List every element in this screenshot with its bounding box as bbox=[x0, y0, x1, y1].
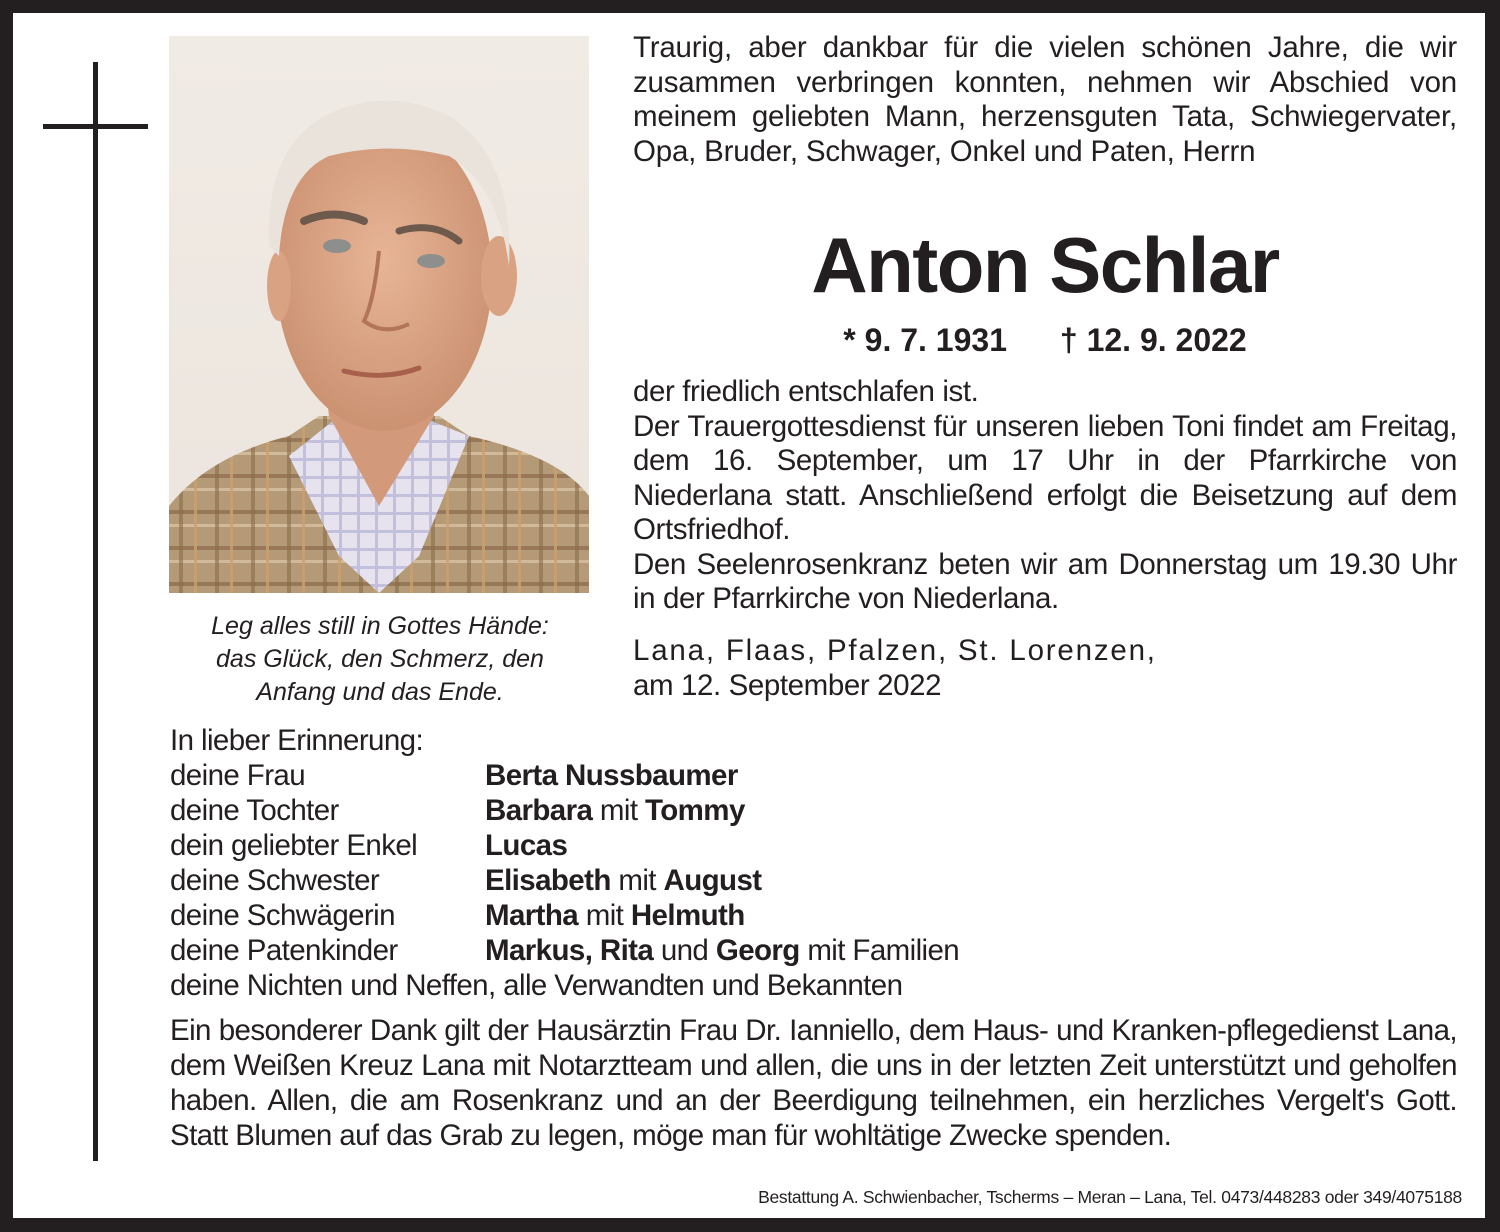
family-row bbox=[170, 863, 959, 898]
place-line: Lana, Flaas, Pfalzen, St. Lorenzen, bbox=[633, 634, 1157, 667]
family-list bbox=[170, 723, 959, 1003]
body-line: der friedlich entschlafen ist. bbox=[633, 375, 979, 408]
family-name: Tommy bbox=[645, 794, 745, 827]
notice-date: am 12. September 2022 bbox=[633, 669, 942, 702]
family-name: Helmuth bbox=[630, 899, 745, 932]
verse-line: Leg alles still in Gottes Hände: bbox=[211, 612, 549, 640]
relation-label: deine Tochter bbox=[170, 794, 339, 827]
family-name: Elisabeth bbox=[485, 864, 611, 897]
intro-paragraph: Traurig, aber dankbar für die vielen schönen Jahre, die wir zusammen verbringen konnten, nehmen wir Abschied von meinem geliebten Mann, herzensguten Tata, Schwiegervater, Opa, Bruder, Schwager, Onkel und Paten, Herrn bbox=[633, 31, 1457, 168]
portrait-photo bbox=[169, 36, 589, 593]
portrait-image bbox=[169, 36, 589, 593]
cross-icon-horizontal-bar bbox=[43, 124, 148, 129]
family-name: Markus, Rita bbox=[485, 934, 654, 967]
family-name: Berta Nussbaumer bbox=[485, 759, 738, 792]
family-row bbox=[170, 933, 959, 968]
family-row bbox=[170, 898, 959, 933]
cross-icon-vertical-bar bbox=[93, 62, 98, 1161]
family-name: August bbox=[663, 864, 762, 897]
family-name: Georg bbox=[715, 934, 800, 967]
death-date: † 12. 9. 2022 bbox=[1059, 322, 1247, 358]
family-name: Barbara bbox=[485, 794, 593, 827]
family-row bbox=[170, 828, 959, 863]
relation-label: deine Frau bbox=[170, 759, 306, 792]
suffix: mit Familien bbox=[799, 934, 960, 967]
family-row bbox=[170, 758, 959, 793]
family-row bbox=[170, 793, 959, 828]
family-closing: deine Nichten und Neffen, alle Verwandten und Bekannten bbox=[170, 969, 903, 1002]
joiner: mit bbox=[592, 794, 646, 827]
family-name: Lucas bbox=[485, 829, 568, 862]
verse-line: das Glück, den Schmerz, den bbox=[216, 645, 544, 673]
life-dates bbox=[633, 320, 1457, 360]
joiner: mit bbox=[578, 899, 631, 932]
deceased-name: Anton Schlar bbox=[811, 221, 1279, 309]
funeral-home-footer: Bestattung A. Schwienbacher, Tscherms – Meran – Lana, Tel. 0473/448283 oder 349/4075188 bbox=[758, 1187, 1462, 1207]
body-line: Den Seelenrosenkranz beten wir am Donnerstag um 19.30 Uhr in der Pfarrkirche von Niederlana. bbox=[633, 547, 1457, 615]
relation-label: deine Patenkinder bbox=[170, 934, 398, 967]
joiner: und bbox=[653, 934, 716, 967]
relation-label: dein geliebter Enkel bbox=[170, 829, 418, 862]
thanks-paragraph: Ein besonderer Dank gilt der Hausärztin Frau Dr. Ianniello, dem Haus- und Kranken-pflegedienst Lana, dem Weißen Kreuz Lana mit Notarztteam und allen, die uns in der letzten Zeit unterstützt und geholfen haben. Allen, die am Rosenkranz und an der Beerdigung teilnehmen, ein herzliches Vergelt's Gott. Statt Blumen auf das Grab zu legen, möge man für wohltätige Zwecke spenden. bbox=[170, 1014, 1457, 1152]
memorial-verse bbox=[160, 610, 600, 709]
service-details bbox=[633, 375, 1457, 617]
family-name: Martha bbox=[485, 899, 579, 932]
birth-date: * 9. 7. 1931 bbox=[843, 322, 1007, 358]
verse-line: Anfang und das Ende. bbox=[256, 678, 504, 706]
body-line: Der Trauergottesdienst für unseren lieben Toni findet am Freitag, dem 16. September, um 17 Uhr in der Pfarrkirche von Niederlana statt. Anschließend erfolgt die Beisetzung auf dem Ortsfriedhof. bbox=[633, 409, 1457, 546]
relation-label: deine Schwägerin bbox=[170, 899, 395, 932]
joiner: mit bbox=[610, 864, 664, 897]
relation-label: deine Schwester bbox=[170, 864, 380, 897]
family-heading: In lieber Erinnerung: bbox=[170, 724, 424, 757]
